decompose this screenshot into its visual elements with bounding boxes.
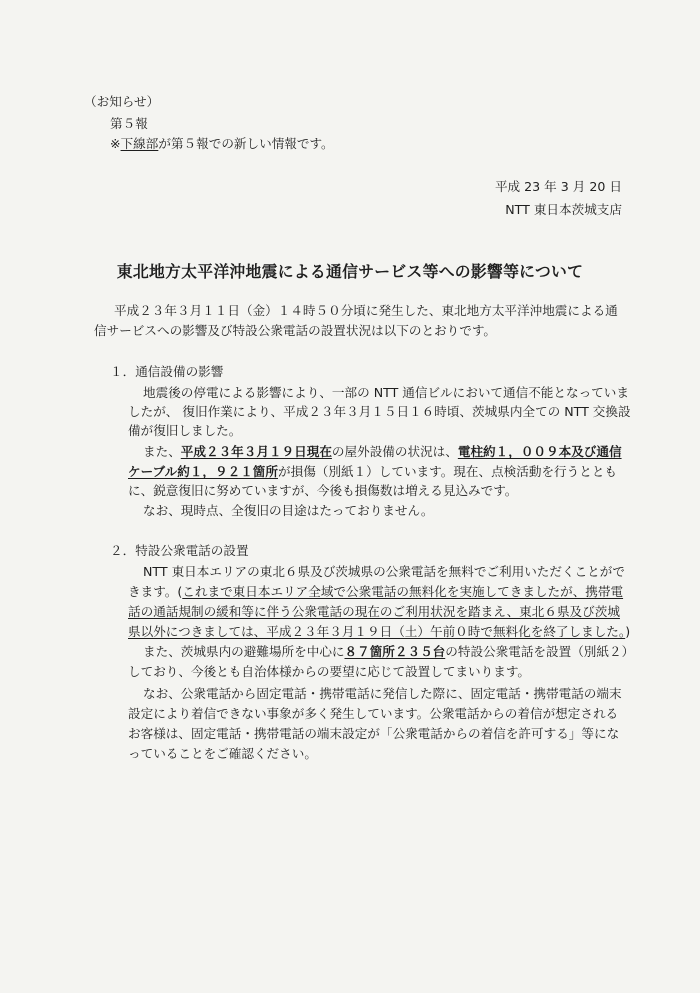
section-1-heading: １．通信設備の影響 — [110, 364, 224, 379]
section-1-p1-line-1: 地震後の停電による影響により、一部の NTT 通信ビルにおいて通信不能となっていま — [143, 385, 629, 400]
section-2-p2-line-1: また、茨城県内の避難場所を中心に８７箇所２３５台の特設公衆電話を設置（別紙２） — [143, 644, 635, 659]
free-service-end-underlined: これまで東日本エリア全域で公衆電話の無料化を実施してきましたが、携帯電 — [182, 584, 624, 599]
note-suffix: が第５報での新しい情報です。 — [158, 136, 334, 151]
phone-count-underlined: ８７箇所２３５台 — [344, 644, 446, 659]
section-2-heading: ２．特設公衆電話の設置 — [110, 543, 249, 558]
section-2-p3-line-4: っていることをご確認ください。 — [128, 746, 317, 761]
new-info-note — [110, 136, 334, 152]
note-underlined-word: 下線部 — [120, 136, 159, 151]
section-2-p3-line-3: お客様は、固定電話・携帯電話の端末設定が「公衆電話からの着信を許可する」等にな — [128, 726, 620, 741]
section-1-p1-line-3: 備が復旧しました。 — [128, 423, 242, 438]
note-prefix: ※ — [110, 136, 121, 151]
section-2-p3-line-2: 設定により着信できない事象が多く発生しています。公衆電話からの着信が想定される — [128, 706, 619, 721]
section-1-p2-line-1: また、平成２３年３月１９日現在の屋外設備の状況は、電柱約１，００９本及び通信 — [143, 444, 622, 459]
survey-date-underlined: 平成２３年３月１９日現在 — [180, 444, 332, 459]
cable-damage-underlined: ケーブル約１，９２１箇所 — [128, 464, 278, 479]
section-1-p3: なお、現時点、全復旧の目途はたっておりません。 — [143, 503, 434, 518]
section-2-p1-line-2: きます。(これまで東日本エリア全域で公衆電話の無料化を実施してきましたが、携帯電 — [128, 584, 624, 599]
issuer-name: NTT 東日本茨城支店 — [505, 202, 622, 217]
section-2-p2-line-2: しており、今後とも自治体様からの要望に応じて設置してまいります。 — [128, 664, 530, 679]
section-1-p2-line-3: に、鋭意復旧に努めていますが、今後も損傷数は増える見込みです。 — [128, 483, 518, 498]
document-title: 東北地方太平洋沖地震による通信サービス等への影響等について — [116, 262, 584, 281]
section-1-p2-line-2: ケーブル約１，９２１箇所が損傷（別紙１）しています。現在、点検活動を行うととも — [128, 464, 618, 479]
section-2-p1-line-3: 話の通話規制の緩和等に伴う公衆電話の現在のご利用状況を踏まえ、東北６県及び茨城 — [128, 604, 620, 619]
section-2-p1-line-1: NTT 東日本エリアの東北６県及び茨城県の公衆電話を無料でご利用いただくことがで — [143, 564, 625, 579]
section-2-p1-line-4: 県以外につきましては、平成２３年３月１９日（土）午前０時で無料化を終了しました。) — [128, 624, 631, 639]
issue-number: 第５報 — [110, 116, 148, 131]
issue-date: 平成 23 年 3 月 20 日 — [494, 179, 622, 194]
section-1-p1-line-2: したが、 復旧作業により、平成２３年３月１５日１６時頃、茨城県内全ての NTT 交換設 — [128, 404, 631, 419]
intro-line-2: 信サービスへの影響及び特設公衆電話の設置状況は以下のとおりです。 — [94, 323, 496, 338]
section-2-p3-line-1: なお、公衆電話から固定電話・携帯電話に発信した際に、固定電話・携帯電話の端末 — [143, 686, 622, 701]
notice-label: （お知らせ） — [84, 94, 160, 109]
intro-line-1: 平成２３年３月１１日（金）１４時５０分頃に発生した、東北地方太平洋沖地震による通 — [114, 303, 618, 318]
pole-damage-underlined: 電柱約１，００９本及び通信 — [457, 444, 622, 459]
